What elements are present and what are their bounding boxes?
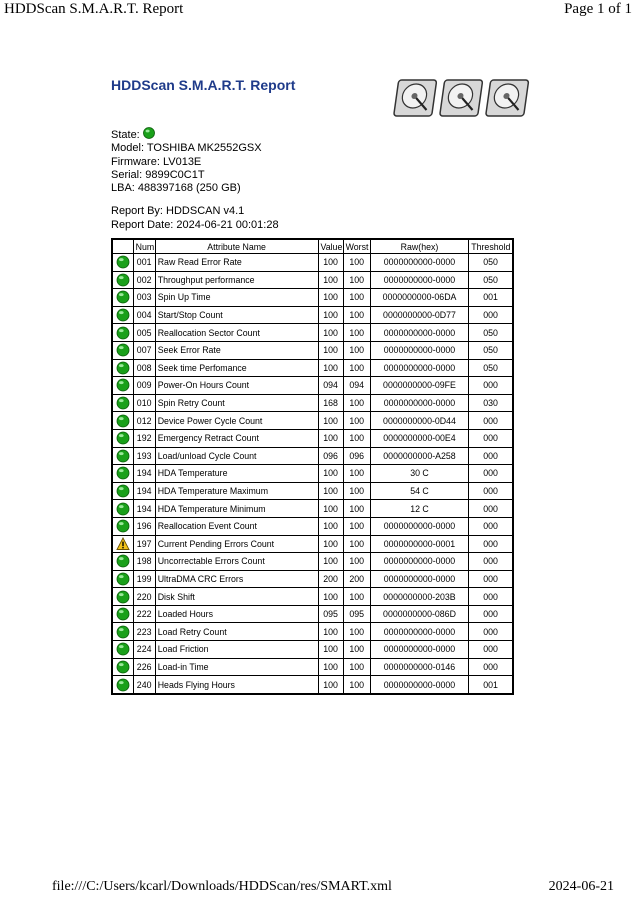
status-ok-icon — [116, 607, 130, 621]
attr-name: Device Power Cycle Count — [155, 412, 318, 430]
status-cell — [112, 517, 133, 535]
attr-threshold: 000 — [469, 570, 513, 588]
warning-icon — [116, 537, 130, 551]
attr-num: 199 — [133, 570, 155, 588]
attr-threshold: 000 — [469, 623, 513, 641]
attr-name: Spin Retry Count — [155, 394, 318, 412]
status-cell — [112, 658, 133, 676]
attr-value: 100 — [318, 482, 343, 500]
hard-disks-icon — [393, 76, 533, 120]
attr-worst: 200 — [343, 570, 370, 588]
attr-raw: 54 C — [370, 482, 468, 500]
status-cell — [112, 271, 133, 289]
status-cell — [112, 605, 133, 623]
table-row — [112, 341, 513, 359]
attr-raw: 0000000000-0000 — [370, 623, 468, 641]
attr-threshold: 050 — [469, 359, 513, 377]
status-ok-icon — [116, 361, 130, 375]
attr-raw: 12 C — [370, 500, 468, 518]
attr-threshold: 000 — [469, 482, 513, 500]
attr-value: 100 — [318, 517, 343, 535]
attr-worst: 100 — [343, 658, 370, 676]
attr-num: 223 — [133, 623, 155, 641]
attr-value: 100 — [318, 324, 343, 342]
attr-threshold: 050 — [469, 324, 513, 342]
attr-value: 100 — [318, 658, 343, 676]
attr-num: 224 — [133, 641, 155, 659]
attr-value: 100 — [318, 306, 343, 324]
attr-name: Disk Shift — [155, 588, 318, 606]
status-cell — [112, 324, 133, 342]
status-cell — [112, 429, 133, 447]
attr-name: Load/unload Cycle Count — [155, 447, 318, 465]
attr-threshold: 000 — [469, 465, 513, 483]
attr-name: Emergency Retract Count — [155, 429, 318, 447]
table-row — [112, 570, 513, 588]
attr-worst: 096 — [343, 447, 370, 465]
status-cell — [112, 289, 133, 307]
attr-raw: 0000000000-0D44 — [370, 412, 468, 430]
attr-value: 100 — [318, 289, 343, 307]
attr-num: 010 — [133, 394, 155, 412]
attr-raw: 0000000000-0D77 — [370, 306, 468, 324]
table-row — [112, 377, 513, 395]
attr-num: 012 — [133, 412, 155, 430]
status-ok-icon — [116, 519, 130, 533]
status-ok-icon — [116, 290, 130, 304]
attr-worst: 094 — [343, 377, 370, 395]
attr-value: 100 — [318, 359, 343, 377]
table-header-row — [112, 239, 513, 254]
attr-worst: 100 — [343, 341, 370, 359]
serial: Serial: 9899C0C1T — [111, 168, 205, 181]
attr-raw: 0000000000-06DA — [370, 289, 468, 307]
attr-name: Raw Read Error Rate — [155, 254, 318, 272]
table-row — [112, 447, 513, 465]
attr-worst: 100 — [343, 676, 370, 694]
attr-value: 100 — [318, 341, 343, 359]
attr-worst: 100 — [343, 588, 370, 606]
status-ok-icon — [116, 343, 130, 357]
attr-worst: 100 — [343, 271, 370, 289]
status-ok-icon — [116, 449, 130, 463]
attr-raw: 0000000000-0000 — [370, 254, 468, 272]
attr-value: 100 — [318, 429, 343, 447]
attr-worst: 100 — [343, 412, 370, 430]
attr-threshold: 000 — [469, 535, 513, 553]
table-row — [112, 254, 513, 272]
attr-num: 192 — [133, 429, 155, 447]
attr-worst: 100 — [343, 306, 370, 324]
report-title: HDDScan S.M.A.R.T. Report — [111, 77, 296, 93]
attr-value: 100 — [318, 271, 343, 289]
column-header-attribute-name: Attribute Name — [155, 239, 318, 254]
attr-threshold: 001 — [469, 676, 513, 694]
attr-num: 007 — [133, 341, 155, 359]
status-ok-icon — [116, 466, 130, 480]
attr-num: 008 — [133, 359, 155, 377]
attr-name: Heads Flying Hours — [155, 676, 318, 694]
table-row — [112, 623, 513, 641]
attr-raw: 0000000000-0000 — [370, 676, 468, 694]
attr-worst: 100 — [343, 359, 370, 377]
status-cell — [112, 359, 133, 377]
attr-threshold: 050 — [469, 254, 513, 272]
attr-threshold: 000 — [469, 517, 513, 535]
attr-worst: 100 — [343, 254, 370, 272]
attr-raw: 0000000000-0000 — [370, 394, 468, 412]
attr-name: HDA Temperature Minimum — [155, 500, 318, 518]
attr-name: Power-On Hours Count — [155, 377, 318, 395]
attr-num: 194 — [133, 500, 155, 518]
attr-name: HDA Temperature Maximum — [155, 482, 318, 500]
smart-attributes-table — [111, 238, 514, 695]
attr-value: 100 — [318, 254, 343, 272]
column-header-status — [112, 239, 133, 254]
print-footer-path: file:///C:/Users/kcarl/Downloads/HDDScan/res/SMART.xml — [52, 879, 392, 894]
table-row — [112, 359, 513, 377]
table-row — [112, 412, 513, 430]
status-ok-icon — [116, 326, 130, 340]
status-cell — [112, 465, 133, 483]
attr-name: UltraDMA CRC Errors — [155, 570, 318, 588]
table-row — [112, 658, 513, 676]
status-ok-icon — [116, 502, 130, 516]
status-cell — [112, 341, 133, 359]
attr-name: Reallocation Event Count — [155, 517, 318, 535]
attr-value: 200 — [318, 570, 343, 588]
firmware: Firmware: LV013E — [111, 155, 202, 168]
attr-value: 100 — [318, 553, 343, 571]
drive-info — [111, 127, 279, 232]
attr-name: Start/Stop Count — [155, 306, 318, 324]
table-row — [112, 517, 513, 535]
attr-raw: 0000000000-A258 — [370, 447, 468, 465]
attr-num: 009 — [133, 377, 155, 395]
column-header-threshold: Threshold — [469, 239, 513, 254]
status-ok-icon — [116, 414, 130, 428]
attr-name: Loaded Hours — [155, 605, 318, 623]
attr-worst: 100 — [343, 465, 370, 483]
attr-threshold: 000 — [469, 447, 513, 465]
table-row — [112, 289, 513, 307]
attr-value: 100 — [318, 588, 343, 606]
attr-value: 100 — [318, 535, 343, 553]
attr-raw: 0000000000-0000 — [370, 271, 468, 289]
table-row — [112, 306, 513, 324]
attr-num: 001 — [133, 254, 155, 272]
attr-num: 194 — [133, 482, 155, 500]
attr-raw: 0000000000-09FE — [370, 377, 468, 395]
attr-threshold: 000 — [469, 658, 513, 676]
attr-worst: 100 — [343, 517, 370, 535]
attr-value: 096 — [318, 447, 343, 465]
attr-value: 100 — [318, 676, 343, 694]
attr-worst: 100 — [343, 535, 370, 553]
status-ok-icon — [116, 255, 130, 269]
status-ok-icon — [116, 308, 130, 322]
attr-threshold: 001 — [469, 289, 513, 307]
attr-worst: 100 — [343, 289, 370, 307]
status-ok-icon — [116, 378, 130, 392]
status-cell — [112, 377, 133, 395]
attr-num: 196 — [133, 517, 155, 535]
table-row — [112, 394, 513, 412]
attr-value: 100 — [318, 412, 343, 430]
print-header — [0, 0, 636, 20]
attr-name: Seek Error Rate — [155, 341, 318, 359]
attr-raw: 0000000000-0001 — [370, 535, 468, 553]
status-ok-icon — [116, 396, 130, 410]
attr-value: 095 — [318, 605, 343, 623]
attr-threshold: 000 — [469, 605, 513, 623]
attr-worst: 100 — [343, 394, 370, 412]
attr-worst: 100 — [343, 429, 370, 447]
table-row — [112, 324, 513, 342]
hard-disk-icon — [394, 80, 437, 116]
status-cell — [112, 412, 133, 430]
status-cell — [112, 535, 133, 553]
status-cell — [112, 306, 133, 324]
table-row — [112, 553, 513, 571]
attr-worst: 100 — [343, 641, 370, 659]
table-row — [112, 535, 513, 553]
attr-worst: 095 — [343, 605, 370, 623]
lba: LBA: 488397168 (250 GB) — [111, 182, 241, 195]
state-ok-icon — [143, 127, 155, 139]
table-row — [112, 676, 513, 694]
attr-num: 193 — [133, 447, 155, 465]
table-row — [112, 271, 513, 289]
status-cell — [112, 482, 133, 500]
attr-name: Uncorrectable Errors Count — [155, 553, 318, 571]
column-header-raw: Raw(hex) — [370, 239, 468, 254]
table-row — [112, 482, 513, 500]
print-footer — [0, 879, 636, 899]
attr-value: 100 — [318, 465, 343, 483]
attr-num: 222 — [133, 605, 155, 623]
status-cell — [112, 553, 133, 571]
table-row — [112, 605, 513, 623]
status-ok-icon — [116, 625, 130, 639]
attr-raw: 0000000000-086D — [370, 605, 468, 623]
attr-threshold: 000 — [469, 306, 513, 324]
attr-threshold: 000 — [469, 412, 513, 430]
attr-worst: 100 — [343, 553, 370, 571]
attr-worst: 100 — [343, 482, 370, 500]
attr-raw: 0000000000-203B — [370, 588, 468, 606]
status-cell — [112, 676, 133, 694]
report-by: Report By: HDDSCAN v4.1 — [111, 205, 245, 218]
status-ok-icon — [116, 554, 130, 568]
status-cell — [112, 394, 133, 412]
attr-value: 094 — [318, 377, 343, 395]
table-row — [112, 500, 513, 518]
attr-threshold: 050 — [469, 341, 513, 359]
print-header-title: HDDScan S.M.A.R.T. Report — [4, 1, 184, 17]
status-ok-icon — [116, 678, 130, 692]
status-cell — [112, 500, 133, 518]
attr-name: Reallocation Sector Count — [155, 324, 318, 342]
table-row — [112, 429, 513, 447]
column-header-num: Num — [133, 239, 155, 254]
column-header-value: Value — [318, 239, 343, 254]
status-ok-icon — [116, 642, 130, 656]
status-ok-icon — [116, 273, 130, 287]
status-ok-icon — [116, 431, 130, 445]
attr-value: 168 — [318, 394, 343, 412]
hard-disk-icon — [486, 80, 529, 116]
attr-threshold: 000 — [469, 500, 513, 518]
status-ok-icon — [116, 484, 130, 498]
table-row — [112, 641, 513, 659]
attr-num: 198 — [133, 553, 155, 571]
print-header-page: Page 1 of 1 — [564, 1, 632, 17]
attr-value: 100 — [318, 500, 343, 518]
model: Model: TOSHIBA MK2552GSX — [111, 142, 262, 155]
column-header-worst: Worst — [343, 239, 370, 254]
attr-num: 197 — [133, 535, 155, 553]
attr-threshold: 000 — [469, 641, 513, 659]
status-cell — [112, 588, 133, 606]
attr-raw: 0000000000-00E4 — [370, 429, 468, 447]
attr-value: 100 — [318, 623, 343, 641]
print-footer-date: 2024-06-21 — [548, 879, 614, 894]
attr-raw: 0000000000-0000 — [370, 553, 468, 571]
attr-num: 194 — [133, 465, 155, 483]
report-date: Report Date: 2024-06-21 00:01:28 — [111, 218, 279, 231]
attr-raw: 0000000000-0000 — [370, 570, 468, 588]
attr-raw: 0000000000-0000 — [370, 359, 468, 377]
status-cell — [112, 254, 133, 272]
status-ok-icon — [116, 660, 130, 674]
attr-raw: 0000000000-0146 — [370, 658, 468, 676]
attr-raw: 0000000000-0000 — [370, 341, 468, 359]
status-cell — [112, 447, 133, 465]
table-row — [112, 465, 513, 483]
attr-name: Current Pending Errors Count — [155, 535, 318, 553]
attr-name: Load Retry Count — [155, 623, 318, 641]
state-label: State: — [111, 129, 140, 141]
attr-name: Load Friction — [155, 641, 318, 659]
state-row — [111, 127, 279, 142]
status-cell — [112, 641, 133, 659]
attr-threshold: 030 — [469, 394, 513, 412]
status-ok-icon — [116, 590, 130, 604]
table-row — [112, 588, 513, 606]
status-cell — [112, 570, 133, 588]
attr-name: Load-in Time — [155, 658, 318, 676]
attr-threshold: 000 — [469, 588, 513, 606]
attr-threshold: 000 — [469, 377, 513, 395]
attr-num: 005 — [133, 324, 155, 342]
attr-num: 004 — [133, 306, 155, 324]
attr-num: 226 — [133, 658, 155, 676]
attr-name: Throughput performance — [155, 271, 318, 289]
attr-raw: 0000000000-0000 — [370, 324, 468, 342]
status-ok-icon — [116, 572, 130, 586]
attr-threshold: 000 — [469, 553, 513, 571]
attr-name: HDA Temperature — [155, 465, 318, 483]
attr-name: Spin Up Time — [155, 289, 318, 307]
attr-raw: 0000000000-0000 — [370, 641, 468, 659]
attr-raw: 30 C — [370, 465, 468, 483]
attr-num: 002 — [133, 271, 155, 289]
attr-num: 220 — [133, 588, 155, 606]
status-cell — [112, 623, 133, 641]
attr-worst: 100 — [343, 500, 370, 518]
attr-worst: 100 — [343, 324, 370, 342]
attr-value: 100 — [318, 641, 343, 659]
attr-num: 003 — [133, 289, 155, 307]
attr-threshold: 050 — [469, 271, 513, 289]
attr-threshold: 000 — [469, 429, 513, 447]
hard-disk-icon — [440, 80, 483, 116]
attr-name: Seek time Perfomance — [155, 359, 318, 377]
attr-num: 240 — [133, 676, 155, 694]
attr-worst: 100 — [343, 623, 370, 641]
attr-raw: 0000000000-0000 — [370, 517, 468, 535]
